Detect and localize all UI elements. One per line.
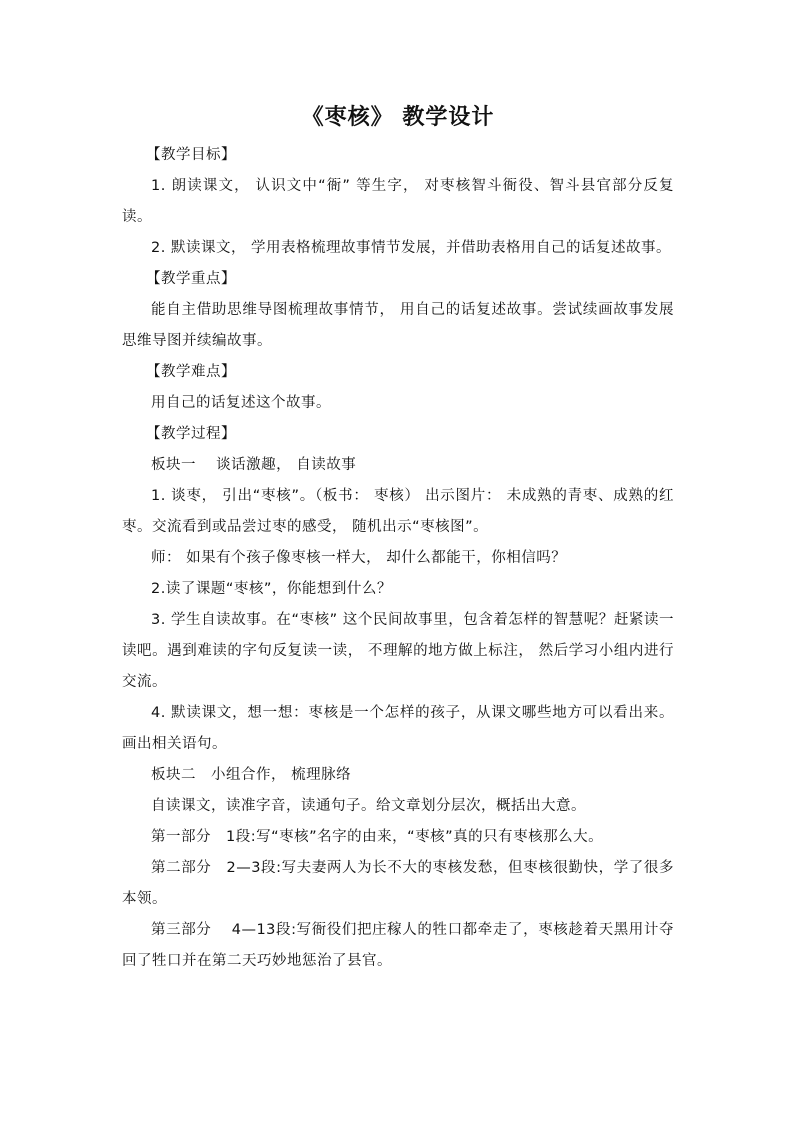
part-1-summary: 第一部分 1段:写“枣核”名字的由来，“枣核”真的只有枣核那么大。 [151,829,604,845]
section-heading-difficulty: 【教学难点】 [146,364,236,380]
objective-2: 2. 默读课文， 学用表格梳理故事情节发展，并借助表格用自己的话复述故事。 [151,240,672,256]
difficulty-text: 用自己的话复述这个故事。 [151,395,331,411]
step-1-text: 1. 谈枣， 引出“枣核”。（板书： 枣核） 出示图片： 未成熟的青枣、成熟的红枣。交流看到或品尝过枣的感受， 随机出示“枣核图”。 [122,488,674,535]
part-3-summary: 第三部分 4—13段:写衙役们把庄稼人的牲口都牵走了，枣核趁着天黑用计夺回了牲口并在第二天巧妙地惩治了县官。 [122,922,674,969]
step-3-text: 3. 学生自读故事。在“枣核” 这个民间故事里，包含着怎样的智慧呢？赶紧读一读吧。遇到难读的字句反复读一读， 不理解的地方做上标注， 然后学习小组内进行交流。 [122,612,674,690]
section-heading-objectives: 【教学目标】 [146,147,236,163]
module-2-heading: 板块二 小组合作， 梳理脉络 [151,767,352,783]
module-1-heading: 板块一 谈话激趣， 自读故事 [151,457,357,473]
objective-1: 1. 朗读课文， 认识文中“衙” 等生字， 对枣核智斗衙役、智斗县官部分反复读。 [122,178,674,225]
document-body [122,140,674,977]
section-heading-process: 【教学过程】 [146,426,236,442]
part-2-summary: 第二部分 2—3段:写夫妻两人为长不大的枣核发愁，但枣核很勤快，学了很多本领。 [122,860,674,907]
teacher-question: 师： 如果有个孩子像枣核一样大， 却什么都能干，你相信吗？ [151,550,567,566]
section-heading-key-points: 【教学重点】 [146,271,236,287]
step-2-text: 2.读了课题“枣核”，你能想到什么？ [151,581,392,597]
key-points-text: 能自主借助思维导图梳理故事情节， 用自己的话复述故事。尝试续画故事发展思维导图并续编故事。 [122,302,674,349]
module-2-instruction: 自读课文，读准字音，读通句子。给文章划分层次，概括出大意。 [151,798,586,814]
step-4-text: 4. 默读课文，想一想：枣核是一个怎样的孩子，从课文哪些地方可以看出来。画出相关语句。 [122,705,674,752]
document-title: 《枣核》 教学设计 [301,105,495,130]
